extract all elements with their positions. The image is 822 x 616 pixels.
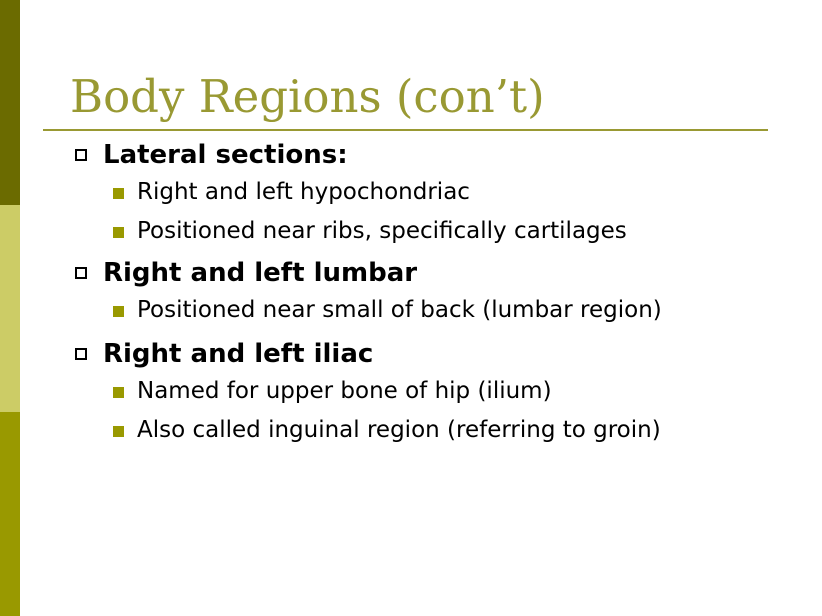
- list-item-text: Also called inguinal region (referring to groin): [137, 417, 661, 443]
- section-heading-text: Right and left iliac: [103, 339, 374, 369]
- sidebar-stripe-top: [0, 0, 20, 205]
- section-heading-text: Lateral sections:: [103, 140, 348, 170]
- list-item: [74, 291, 804, 330]
- filled-square-bullet-icon: [113, 188, 124, 199]
- filled-square-bullet-icon: [113, 227, 124, 238]
- list-item-text: Positioned near small of back (lumbar region): [137, 297, 662, 323]
- section-heading-iliac: [74, 336, 804, 372]
- list-item-text: Positioned near ribs, specifically cartilages: [137, 218, 627, 244]
- filled-square-bullet-icon: [113, 387, 124, 398]
- sidebar-stripe-middle: [0, 205, 20, 412]
- filled-square-bullet-icon: [113, 426, 124, 437]
- section-heading-lateral: [74, 137, 804, 173]
- sidebar-stripe-bottom: [0, 412, 20, 616]
- list-item-text: Right and left hypochondriac: [137, 179, 470, 205]
- section-heading-text: Right and left lumbar: [103, 258, 418, 288]
- list-item-text: Named for upper bone of hip (ilium): [137, 378, 552, 404]
- list-item: [74, 212, 804, 251]
- list-item: [74, 372, 804, 411]
- slide-title: Body Regions (con’t): [70, 70, 545, 123]
- hollow-square-bullet-icon: [75, 348, 87, 360]
- slide-content: [74, 137, 804, 450]
- list-item: [74, 411, 804, 450]
- title-divider: [43, 129, 768, 131]
- section-heading-lumbar: [74, 255, 804, 291]
- hollow-square-bullet-icon: [75, 149, 87, 161]
- filled-square-bullet-icon: [113, 306, 124, 317]
- list-item: [74, 173, 804, 212]
- hollow-square-bullet-icon: [75, 267, 87, 279]
